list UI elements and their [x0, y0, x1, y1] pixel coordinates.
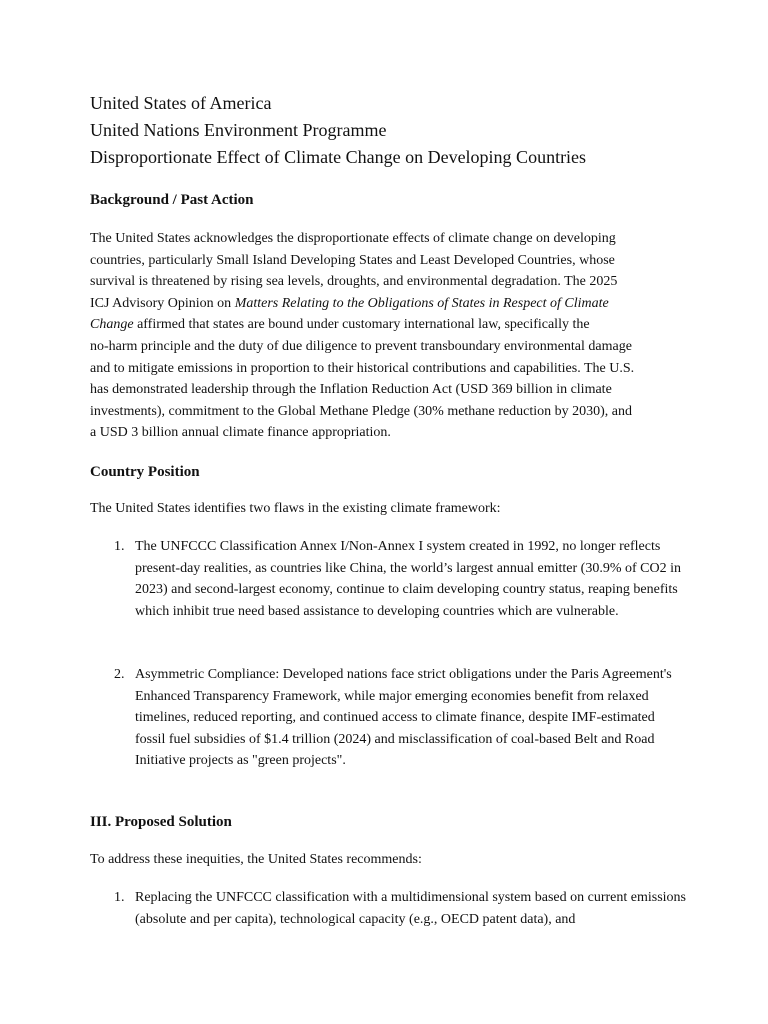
list-item — [90, 664, 686, 772]
topic-title: Disproportionate Effect of Climate Change on Developing Countries — [90, 147, 587, 167]
background-heading: Background / Past Action — [90, 192, 254, 208]
solution-heading: III. Proposed Solution — [90, 814, 232, 830]
list-text: The UNFCCC Classification Annex I/Non-Annex I system created in 1992, no longer reflects present-day realities, as countries like China, the world’s largest annual emitter (30.9% of CO2 in 2023) and second-largest economy, continue to claim developing country status, reaping benefits which inhibit true need based assistance to developing countries which are vulnerable. — [135, 539, 681, 619]
background-line: The United States acknowledges the disproportionate effects of climate change on developing — [90, 231, 616, 246]
list-item — [90, 536, 686, 622]
position-intro: The United States identifies two flaws in the existing climate framework: — [90, 501, 501, 516]
list-number: 1. — [114, 539, 125, 554]
list-item — [90, 887, 686, 930]
background-line: has demonstrated leadership through the Inflation Reduction Act (USD 369 billion in climate — [90, 382, 612, 398]
list-text: Asymmetric Compliance: Developed nations face strict obligations under the Paris Agreement's Enhanced Transparency Framework, while major emerging economies benefit from relaxed timelines, reduced reporting, and continued access to climate finance, despite IMF-estimated fossil fuel subsidies of $1.4 trillion (2024) and misclassification of coal-based Belt and Road Initiative projects as "green projects". — [135, 667, 672, 769]
background-line: no-harm principle and the duty of due diligence to prevent transboundary environmental damage — [90, 338, 632, 354]
list-number: 1. — [114, 890, 125, 905]
document-header — [90, 90, 686, 171]
background-line: and to mitigate emissions in proportion to their historical contributions and capabilities. The U.S. — [90, 360, 635, 376]
background-line: countries, particularly Small Island Developing States and Least Developed Countries, whose — [90, 252, 615, 268]
background-line — [90, 314, 686, 336]
background-line: a USD 3 billion annual climate finance appropriation. — [90, 425, 391, 441]
background-line — [90, 293, 686, 315]
country-name: United States of America — [90, 93, 272, 113]
background-line-text: affirmed that states are bound under customary international law, specifically the — [133, 317, 590, 333]
background-line: survival is threatened by rising sea levels, droughts, and environmental degradation. The 2025 — [90, 274, 618, 290]
background-line-text: ICJ Advisory Opinion on — [90, 295, 235, 311]
background-paragraph — [90, 228, 686, 444]
position-heading: Country Position — [90, 464, 200, 480]
list-number: 2. — [114, 667, 125, 682]
background-line: investments), commitment to the Global Methane Pledge (30% methane reduction by 2030), and — [90, 403, 632, 419]
committee-name: United Nations Environment Programme — [90, 120, 387, 140]
list-text: Replacing the UNFCCC classification with a multidimensional system based on current emissions (absolute and per capita), technological capacity (e.g., OECD patent data), and — [135, 890, 686, 927]
opinion-title-italic: Change — [90, 317, 134, 333]
solution-intro: To address these inequities, the United States recommends: — [90, 852, 422, 867]
opinion-title-italic: Matters Relating to the Obligations of States in Respect of Climate — [234, 295, 609, 311]
